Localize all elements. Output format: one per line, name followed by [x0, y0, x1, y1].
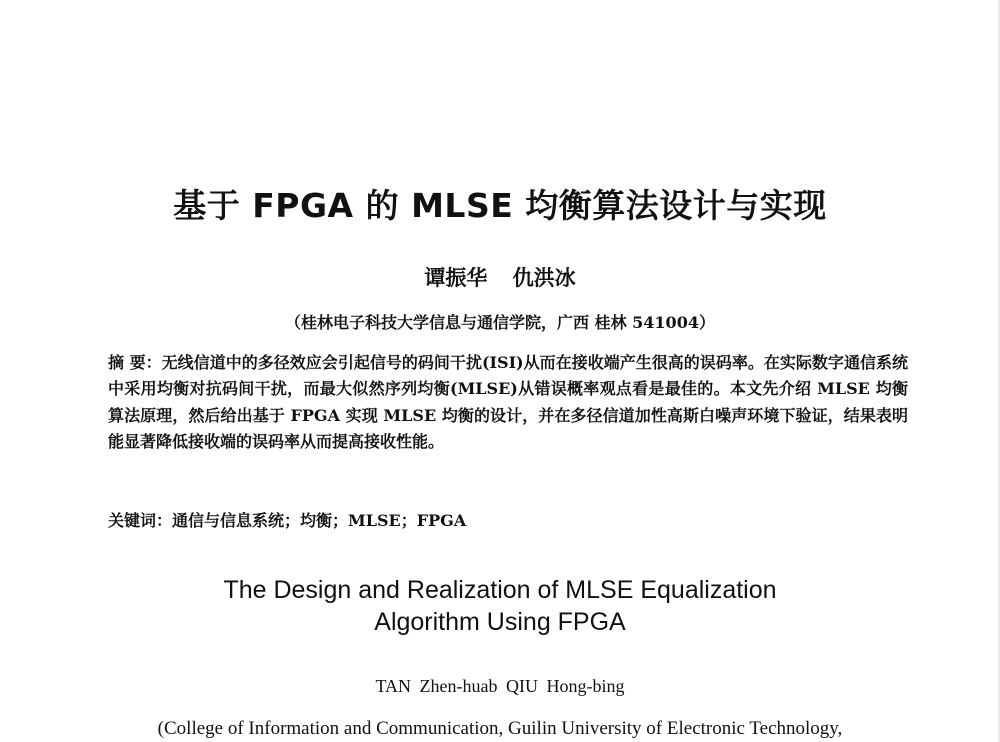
- english-title-line-2: Algorithm Using FPGA: [374, 608, 626, 636]
- english-title: [0, 574, 1000, 638]
- chinese-abstract: [108, 350, 908, 455]
- chinese-title: 基于 FPGA 的 MLSE 均衡算法设计与实现: [173, 186, 827, 225]
- keywords-text: 通信与信息系统；均衡；MLSE；FPGA: [172, 511, 467, 530]
- english-authors: TAN Zhen-huab QIU Hong-bing: [375, 676, 625, 696]
- chinese-authors: 谭振华 仇洪冰: [424, 265, 576, 290]
- chinese-affiliation: （桂林电子科技大学信息与通信学院，广西 桂林 541004）: [285, 313, 715, 332]
- english-title-line-1: The Design and Realization of MLSE Equalization: [223, 576, 777, 604]
- keywords-label: 关键词：: [108, 511, 173, 530]
- chinese-keywords: [108, 508, 466, 531]
- abstract-label: 摘 要：: [108, 353, 162, 372]
- english-affiliation: (College of Information and Communication, Guilin University of Electronic Technology,: [157, 718, 843, 739]
- abstract-text: 无线信道中的多径效应会引起信号的码间干扰(ISI)从而在接收端产生很高的误码率。在实际数字通信系统中采用均衡对抗码间干扰，而最大似然序列均衡(MLSE)从错误概率观点看是最佳的。本文先介绍 MLSE 均衡算法原理，然后给出基于 FPGA 实现 MLSE 均衡的设计，并在多径信道加性高斯白噪声环境下验证，结果表明能显著降低接收端的误码率从而提高接收性能。: [108, 353, 908, 451]
